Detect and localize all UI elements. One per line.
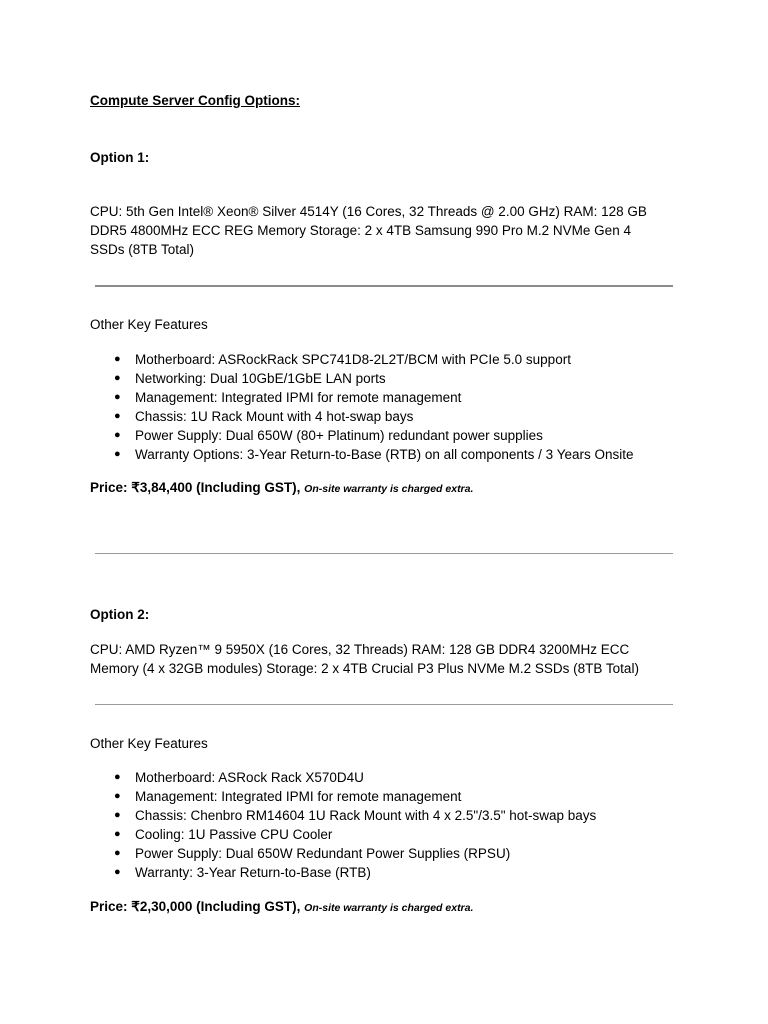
list-item: ● Power Supply: Dual 650W (80+ Platinum) redundant power supplies xyxy=(114,428,543,443)
list-item: ● Motherboard: ASRock Rack X570D4U xyxy=(114,770,364,785)
option-2-spec-line: Memory (4 x 32GB modules) Storage: 2 x 4TB Crucial P3 Plus NVMe M.2 SSDs (8TB Total) xyxy=(90,661,639,676)
list-item: ● Chassis: 1U Rack Mount with 4 hot-swap bays xyxy=(114,409,414,424)
option-1-title: Option 1: xyxy=(90,150,150,165)
option-2-price xyxy=(90,899,473,915)
bullet-icon: ● xyxy=(114,410,121,422)
list-item: ● Networking: Dual 10GbE/1GbE LAN ports xyxy=(114,371,386,386)
bullet-icon: ● xyxy=(114,771,121,783)
list-item: ● Management: Integrated IPMI for remote management xyxy=(114,789,462,804)
list-item: ● Warranty Options: 3-Year Return-to-Base (RTB) on all components / 3 Years Onsite xyxy=(114,447,634,462)
list-item: ● Cooling: 1U Passive CPU Cooler xyxy=(114,827,333,842)
option-2-title: Option 2: xyxy=(90,607,150,622)
bullet-icon: ● xyxy=(114,809,121,821)
option-1-spec-line: DDR5 4800MHz ECC REG Memory Storage: 2 x 4TB Samsung 990 Pro M.2 NVMe Gen 4 xyxy=(90,223,631,238)
option-2-features-heading: Other Key Features xyxy=(90,736,208,751)
list-item: ● Motherboard: ASRockRack SPC741D8-2L2T/BCM with PCIe 5.0 support xyxy=(114,352,571,367)
option-2-specs xyxy=(90,640,690,678)
section-divider xyxy=(95,285,673,287)
price-note: On-site warranty is charged extra. xyxy=(304,483,474,495)
list-item: ● Management: Integrated IPMI for remote management xyxy=(114,390,462,405)
option-1-price xyxy=(90,480,473,496)
bullet-icon: ● xyxy=(114,790,121,802)
section-divider xyxy=(95,553,673,554)
bullet-icon: ● xyxy=(114,429,121,441)
price-note: On-site warranty is charged extra. xyxy=(304,902,474,914)
bullet-icon: ● xyxy=(114,866,121,878)
list-item: ● Power Supply: Dual 650W Redundant Power Supplies (RPSU) xyxy=(114,846,511,861)
option-1-specs xyxy=(90,202,680,259)
bullet-icon: ● xyxy=(114,391,121,403)
list-item: ● Chassis: Chenbro RM14604 1U Rack Mount with 4 x 2.5"/3.5" hot-swap bays xyxy=(114,808,597,823)
page-title: Compute Server Config Options: xyxy=(90,93,301,108)
list-item: ● Warranty: 3-Year Return-to-Base (RTB) xyxy=(114,865,371,880)
option-2-spec-line: CPU: AMD Ryzen™ 9 5950X (16 Cores, 32 Threads) RAM: 128 GB DDR4 3200MHz ECC xyxy=(90,642,630,657)
price-amount: Price: ₹3,84,400 (Including GST), xyxy=(90,480,301,495)
option-1-spec-line: SSDs (8TB Total) xyxy=(90,242,195,257)
bullet-icon: ● xyxy=(114,847,121,859)
bullet-icon: ● xyxy=(114,448,121,460)
price-amount: Price: ₹2,30,000 (Including GST), xyxy=(90,899,301,914)
bullet-icon: ● xyxy=(114,353,121,365)
option-1-spec-line: CPU: 5th Gen Intel® Xeon® Silver 4514Y (16 Cores, 32 Threads @ 2.00 GHz) RAM: 128 GB xyxy=(90,204,647,219)
section-divider xyxy=(95,704,673,705)
option-1-features-heading: Other Key Features xyxy=(90,317,208,332)
option-2-features-list xyxy=(90,768,596,882)
option-1-features-list xyxy=(90,350,634,464)
bullet-icon: ● xyxy=(114,828,121,840)
bullet-icon: ● xyxy=(114,372,121,384)
